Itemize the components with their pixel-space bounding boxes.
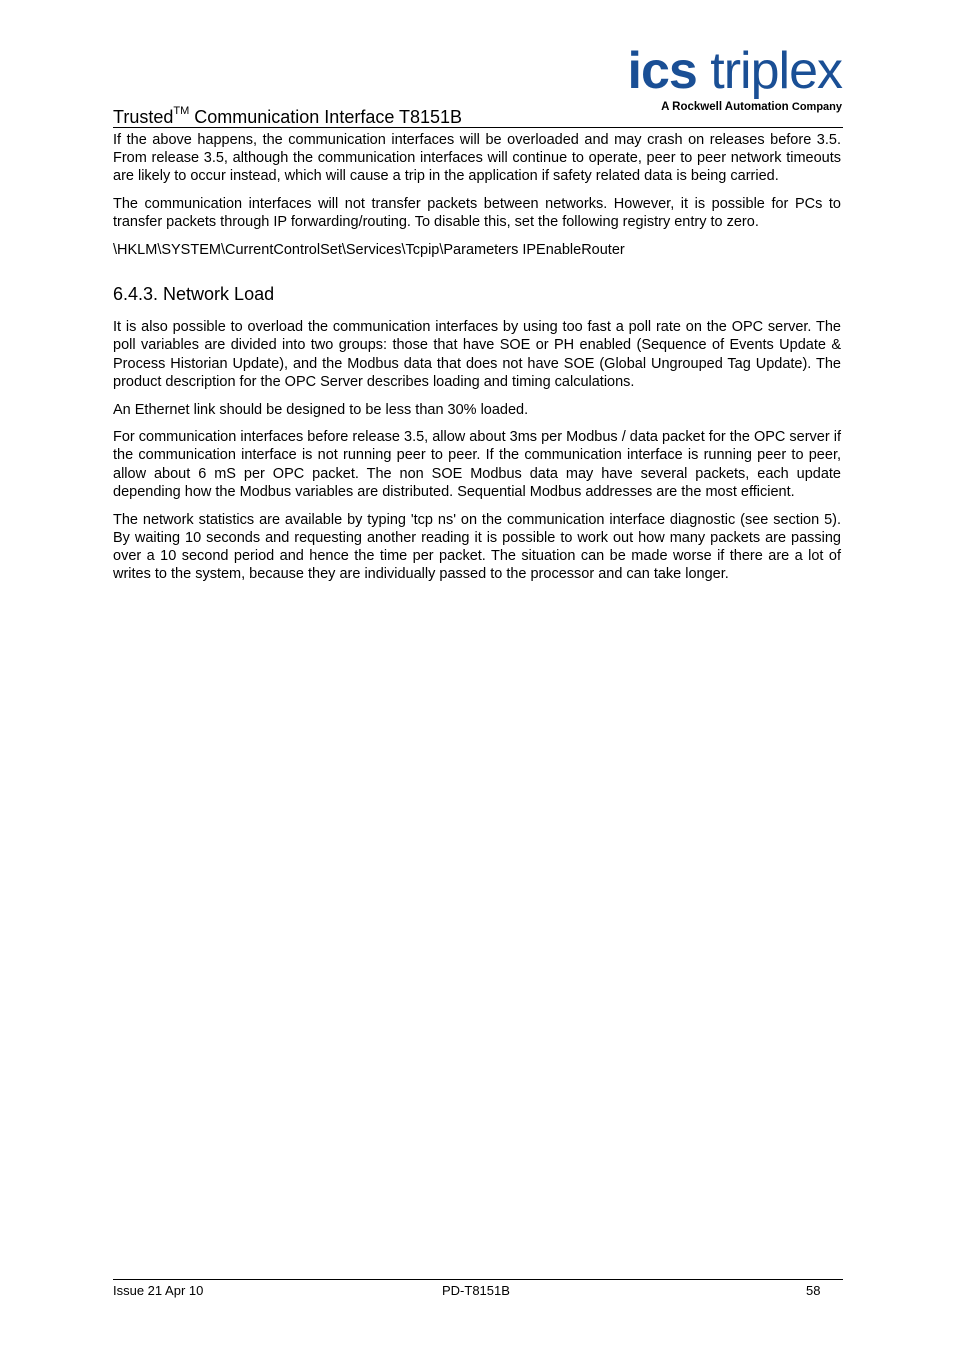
header-title-prefix: Trusted: [113, 107, 174, 127]
footer-doc-id: PD-T8151B: [442, 1283, 510, 1298]
header-title: [113, 100, 462, 130]
logo-wordmark-light: triplex: [710, 42, 842, 100]
page-content: [113, 131, 841, 593]
logo-tagline: [661, 101, 842, 113]
paragraph-packet-timing: For communication interfaces before release 3.5, allow about 3ms per Modbus / data packet for the OPC server if the communication interface is not running peer to peer. If the communication interface is running peer to peer, allow about 6 mS per OPC packet. The non SOE Modbus data may have several packets, each update depending how the Modbus variables are distributed. Sequential Modbus addresses are the most efficient.: [113, 429, 841, 500]
paragraph-poll-rate: It is also possible to overload the communication interfaces by using too fast a poll rate on the OPC server. The poll variables are divided into two groups: those that have SOE or PH enabled (Sequence of Events Update & Process Historian Update), and the Modbus data that does not have SOE (Global Ungrouped Tag Update). The product description for the OPC Server describes loading and timing calculations.: [113, 319, 841, 390]
logo-tagline-text: A Rockwell Automation: [661, 101, 789, 113]
header-divider: [113, 127, 843, 128]
logo-wordmark: [628, 44, 842, 98]
logo-tagline-company: Company: [791, 101, 842, 113]
logo-wordmark-bold: ics: [627, 42, 697, 100]
footer-divider: [113, 1279, 843, 1280]
company-logo: [608, 44, 844, 118]
footer-issue: Issue 21 Apr 10: [113, 1283, 204, 1298]
paragraph-forwarding: The communication interfaces will not transfer packets between networks. However, it is possible for PCs to transfer packets through IP forwarding/routing. To disable this, set the following registry entry to zero.: [113, 196, 841, 231]
trademark-superscript: TM: [173, 105, 190, 117]
registry-path: \HKLM\SYSTEM\CurrentControlSet\Services\Tcpip\Parameters IPEnableRouter: [113, 242, 625, 259]
header-title-rest: Communication Interface T8151B: [189, 107, 463, 127]
section-heading: 6.4.3. Network Load: [113, 284, 275, 305]
footer-page-number: 58: [806, 1283, 821, 1298]
paragraph-overload: If the above happens, the communication interfaces will be overloaded and may crash on releases before 3.5. From release 3.5, although the communication interfaces will continue to operate, peer to peer network timeouts are likely to occur instead, which will cause a trip in the application if safety related data is being carried.: [113, 132, 841, 185]
paragraph-network-stats: The network statistics are available by typing 'tcp ns' on the communication interface diagnostic (see section 5). By waiting 10 seconds and requesting another reading it is possible to work out how many packets are passing over a 10 second period and hence the time per packet. The situation can be made worse if there are a lot of writes to the system, because they are individually passed to the processor and can take longer.: [113, 511, 841, 583]
paragraph-ethernet-load: An Ethernet link should be designed to be less than 30% loaded.: [113, 401, 529, 418]
